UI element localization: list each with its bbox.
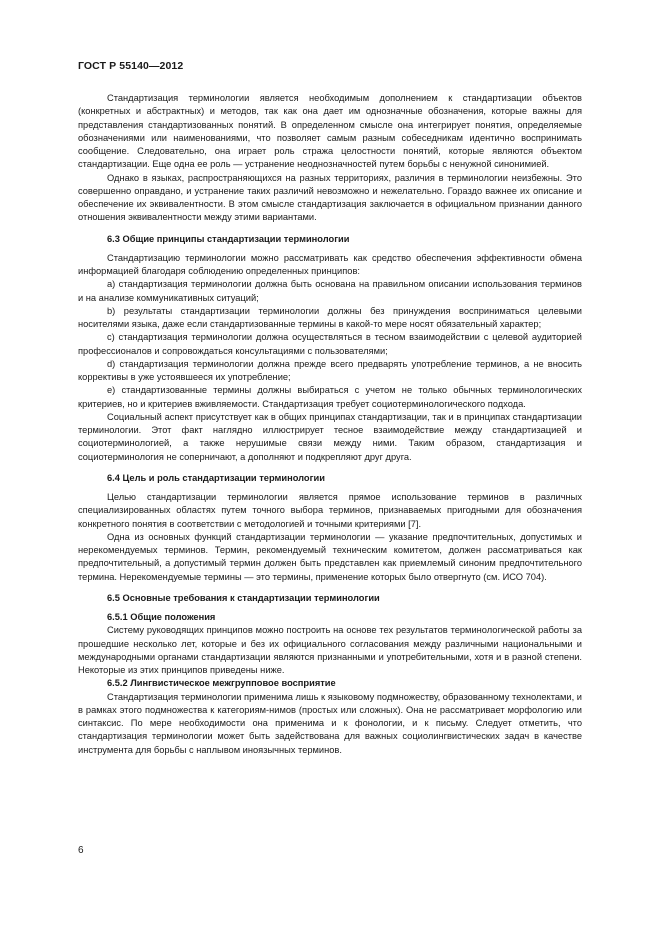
principle-item-b: b) результаты стандартизации терминологии должны без принуждения восприниматься целевыми носителями языка, даже если стандартизованные термины в какой-то мере носят обязательный характер; bbox=[78, 305, 582, 329]
section-6-5-heading: 6.5 Основные требования к стандартизации терминологии bbox=[107, 592, 380, 603]
section-6-3-paragraph-2: Социальный аспект присутствует как в общих принципах стандартизации, так и в принципах стандартизации терминологии. Этот факт наглядно иллюстрирует тесное взаимодействие между стандартизацией и социотерминологией, а также нерушимые связи между ними. Таким образом, стандартизация и социотерминология не соперничают, а дополняют и подкрепляют друг друга. bbox=[78, 411, 582, 462]
section-6-3-heading: 6.3 Общие принципы стандартизации терминологии bbox=[107, 233, 350, 244]
principle-item-a: а) стандартизация терминологии должна быть основана на правильном описании использования терминов и на анализе коммуникативных ситуаций; bbox=[78, 279, 582, 303]
page-number: 6 bbox=[78, 845, 84, 856]
principle-item-e: е) стандартизованные термины должны выбираться с учетом не только обычных терминологических критериев, но и критериев вживляемости. Стандартизация требует социотерминологического подхода. bbox=[78, 385, 582, 409]
subsection-6-5-2-heading: 6.5.2 Лингвистическое межгрупповое восприятие bbox=[107, 678, 336, 689]
principle-item-c: с) стандартизация терминологии должна осуществляться в тесном взаимодействии с целевой аудиторией профессионалов и сопровождаться консультациями с пользователями; bbox=[78, 332, 582, 356]
section-6-4-paragraph-1: Целью стандартизации терминологии является прямое использование терминов в различных специализированных областях путем точного выбора терминов, признаваемых пригодными для обозначения конкретного понятия в соответствии с методологией и точными критериями [7]. bbox=[78, 492, 582, 529]
subsection-6-5-2-paragraph: Стандартизация терминологии применима лишь к языковому подмножеству, образованному технолектами, и в рамках этого подмножества к категориям-нимов (простых или сложных). Она не рассматривает морфологию или синтаксис. По мере необходимости она применима и к фонологии, и к письму. Следует отметить, что стандартизация терминологии может быть задействована для важных социолингвистических задач в качестве инструмента для борьбы с наплывом иноязычных терминов. bbox=[78, 691, 582, 755]
section-6-4-paragraph-2: Одна из основных функций стандартизации терминологии — указание предпочтительных, допустимых и нерекомендуемых терминов. Термин, рекомендуемый техническим комитетом, должен рассматриваться как предпочтительный, а допустимый термин должен быть представлен как приемлемый синоним предпочтительного термина. Нерекомендуемые термины — это термины, применение которых было отвергнуто (см. ИСО 704). bbox=[78, 531, 582, 582]
subsection-6-5-1-paragraph: Систему руководящих принципов можно построить на основе тех результатов терминологической работы за прошедшие несколько лет, которые и без их официального согласования между различными национальными и международными органами стандартизации являются признанными и употребительными, хотя и в разной степени. Некоторые из этих принципов приведены ниже. bbox=[78, 625, 582, 675]
section-6-3-paragraph-1: Стандартизацию терминологии можно рассматривать как средство обеспечения эффективности обмена информацией благодаря соблюдению определенных принципов: bbox=[78, 252, 582, 276]
intro-paragraph-1: Стандартизация терминологии является необходимым дополнением к стандартизации объектов (конкретных и абстрактных) и методов, так как она дает им однозначные обозначения, которые важны для представления стандартизованных понятий. В определенном смысле она интегрирует понятия, определяемые обозначениями или наименованиями, что позволяет самым разным собеседникам идентично воспринимать сообщение. Следовательно, она играет роль стража целостности понятий, которые являются объектом стандартизации. Еще одна ее роль — устранение неоднозначностей путем борьбы с ненужной синонимией. bbox=[78, 93, 582, 170]
subsection-6-5-1-heading: 6.5.1 Общие положения bbox=[107, 612, 216, 622]
standard-code-header: ГОСТ Р 55140—2012 bbox=[78, 60, 184, 72]
intro-paragraph-2: Однако в языках, распространяющихся на разных территориях, различия в терминологии неизбежны. Это совершенно оправдано, и устранение таких различий невозможно и нежелательно. Гораздо важнее их описание и обеспечение их эквивалентности. В этом смысле стандартизация заключается в официальном признании данного отношения эквивалентности между этими вариантами. bbox=[78, 172, 582, 223]
document-body bbox=[78, 92, 582, 757]
principle-item-d: d) стандартизация терминологии должна прежде всего предварять употребление терминов, а не вносить коррективы в уже устоявшееся их употребление; bbox=[78, 358, 582, 382]
section-6-4-heading: 6.4 Цель и роль стандартизации терминологии bbox=[107, 472, 325, 483]
